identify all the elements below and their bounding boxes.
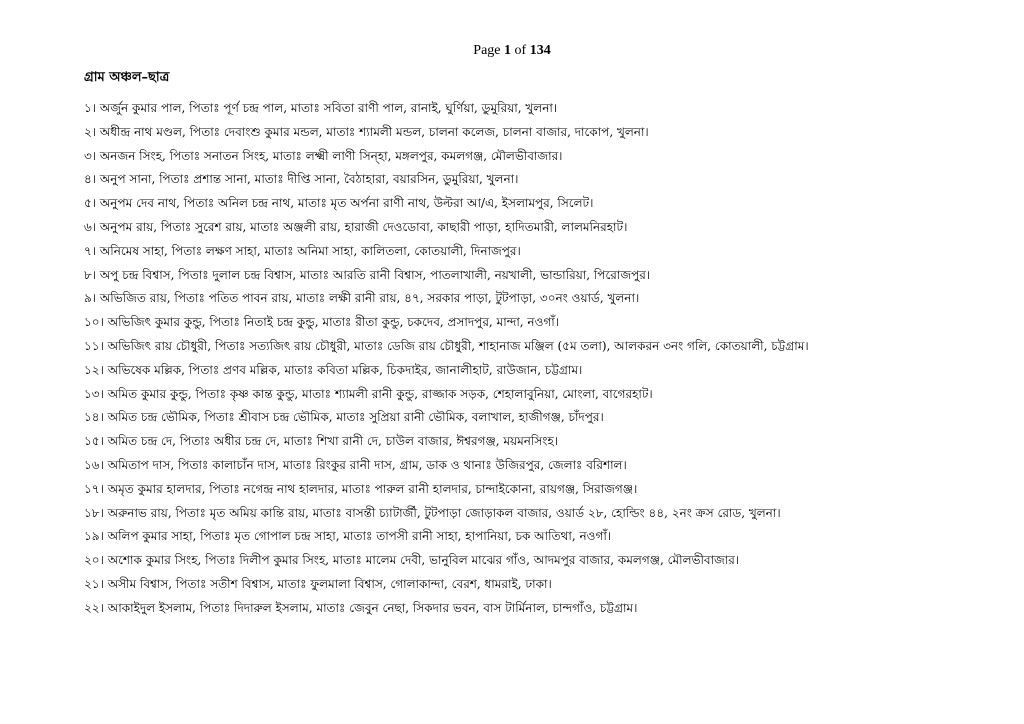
list-item: ২২। আকাইদুল ইসলাম, পিতাঃ দিদারুল ইসলাম, মাতাঃ জেবুন নেছা, সিকদার ভবন, বাস টার্মিনাল, চান্দগাঁও, চট্টগ্রাম। — [84, 600, 638, 615]
list-item: ৭। অনিমেষ সাহা, পিতাঃ লক্ষণ সাহা, মাতাঃ অনিমা সাহা, কালিতলা, কোতয়ালী, দিনাজপুর। — [84, 243, 521, 258]
list-item: ৩। অনজন সিংহ, পিতাঃ সনাতন সিংহ, মাতাঃ লক্ষ্মী লাণী সিন্‌হা, মঙ্গলপুর, কমলগঞ্জ, মৌলভীবাজার। — [84, 148, 563, 163]
student-list — [84, 98, 1014, 622]
list-item: ১৬। অমিতাপ দাস, পিতাঃ কালাচাঁন দাস, মাতাঃ রিংকুর রানী দাস, গ্রাম, ডাক ও থানাঃ উজিরপুর, জেলাঃ বরিশাল। — [84, 457, 627, 472]
list-item: ২১। অসীম বিশ্বাস, পিতাঃ সতীশ বিশ্বাস, মাতাঃ ফুলমালা বিশ্বাস, গোলাকান্দা, বেরশ, ধামরাই, ঢাকা। — [84, 576, 552, 591]
section-title: গ্রাম অঞ্চল–ছাত্র — [84, 70, 170, 85]
list-item: ১০। অভিজিৎ কুমার কুন্ডু, পিতাঃ নিতাই চন্দ্র কুন্ডু, মাতাঃ রীতা কুন্ডু, চকদেব, প্রসাদপুর, মান্দা, নওগাঁ। — [84, 315, 560, 330]
list-item: ৯। অভিজিত রায়, পিতাঃ পতিত পাবন রায়, মাতাঃ লক্ষী রানী রায়, ৪৭, সরকার পাড়া, টুটপাড়া, ৩০নং ওয়ার্ড, খুলনা। — [84, 291, 640, 306]
current-page-number: 1 — [504, 43, 512, 58]
list-item: ২। অধীন্দ্র নাথ মণ্ডল, পিতাঃ দেবাংশু কুমার মন্ডল, মাতাঃ শ্যামলী মন্ডল, চালনা কলেজ, চালনা বাজার, দাকোপ, খুলনা। — [84, 124, 649, 139]
list-item: ৪। অনুপ সানা, পিতাঃ প্রশান্ত সানা, মাতাঃ দীপ্তি সানা, বৈঠাহারা, বয়ারসিন, ডুমুরিয়া, খুলনা। — [84, 172, 519, 187]
list-item: ৬। অনুপম রায়, পিতাঃ সুরেশ রায়, মাতাঃ অঞ্জলী রায়, হারাজী দেওডোবা, কাছারী পাড়া, হাদিতমারী, লালমনিরহাট। — [84, 219, 628, 234]
list-item: ৮। অপু চন্দ্র বিশ্বাস, পিতাঃ দুলাল চন্দ্র বিশ্বাস, মাতাঃ আরতি রানী বিশ্বাস, পাতলাখালী, নয়খালী, ভান্ডারিয়া, পিরোজপুর। — [84, 267, 651, 282]
list-item: ২০। অশোক কুমার সিংহ, পিতাঃ দিলীপ কুমার সিংহ, মাতাঃ মালেম দেবী, ভানুবিল মাঝের গাঁও, আদমপুর বাজার, কমলগঞ্জ, মৌলভীবাজার। — [84, 553, 740, 568]
list-item: ১৯। অলিপ কুমার সাহা, পিতাঃ মৃত গোপাল চন্দ্র সাহা, মাতাঃ তাপসী রানী সাহা, হাপানিয়া, চক আতিথা, নওগাঁ। — [84, 529, 612, 544]
list-item: ১৪। অমিত চন্দ্র ভৌমিক, পিতাঃ শ্রীবাস চন্দ্র ভৌমিক, মাতাঃ সুপ্রিয়া রানী ভৌমিক, বলাখাল, হাজীগঞ্জ, চাঁদপুর। — [84, 410, 604, 425]
list-item: ১৩। অমিত কুমার কুন্ডু, পিতাঃ কৃষ্ণ কান্ত কুন্ডু, মাতাঃ শ্যামলী রানী কুন্ডু, রাজ্জাক সড়ক, শেহালাবুনিয়া, মোংলা, বাগেরহাট। — [84, 386, 653, 401]
page-label: Page — [473, 43, 501, 58]
list-item: ১। অর্জুন কুমার পাল, পিতাঃ পূর্ণ চন্দ্র পাল, মাতাঃ সবিতা রাণী পাল, রানাই, ঘুর্ণিয়া, ডুমুরিয়া, খুলনা। — [84, 101, 558, 115]
list-item: ১৫। অমিত চন্দ্র দে, পিতাঃ অধীর চন্দ্র দে, মাতাঃ শিখা রানী দে, চাউল বাজার, ঈশ্বরগঞ্জ, ময়মনসিংহ। — [84, 434, 559, 449]
list-item: ১৮। অরুনাভ রায়, পিতাঃ মৃত অমিয় কান্তি রায়, মাতাঃ বাসন্তী চ্যাটার্জী, টুটপাড়া জোড়াকল বাজার, ওয়ার্ড ২৮, হোল্ডিং ৪৪, ২নং ক্রস রোড, খুলনা। — [84, 505, 781, 520]
list-item: ১২। অভিষেক মল্লিক, পিতাঃ প্রণব মল্লিক, মাতাঃ কবিতা মল্লিক, চিকদাইর, জানালীহাট, রাউজান, চট্টগ্রাম। — [84, 362, 583, 377]
page-of-label: of — [514, 43, 527, 58]
total-page-count: 134 — [529, 43, 551, 58]
list-item: ১৭। অমৃত কুমার হালদার, পিতাঃ নগেন্দ্র নাথ হালদার, মাতাঃ পারুল রানী হালদার, চান্দাইকোনা, রায়গঞ্জ, সিরাজগঞ্জ। — [84, 481, 638, 496]
list-item: ১১। অভিজিৎ রায় চৌধুরী, পিতাঃ সত্যজিৎ রায় চৌধুরী, মাতাঃ ডেজি রায় চৌধুরী, শাহানাজ মঞ্জিল (৫ম তলা), আলকরন ৩নং গলি, কোতয়ালী, চট্টগ্রাম। — [84, 338, 809, 353]
page-number-header — [0, 42, 1024, 60]
list-item: ৫। অনুপম দেব নাথ, পিতাঃ অনিল চন্দ্র নাথ, মাতাঃ মৃত অর্পনা রাণী নাথ, উল্টরা আ/এ, ইসলামপুর, সিলেট। — [84, 196, 594, 211]
